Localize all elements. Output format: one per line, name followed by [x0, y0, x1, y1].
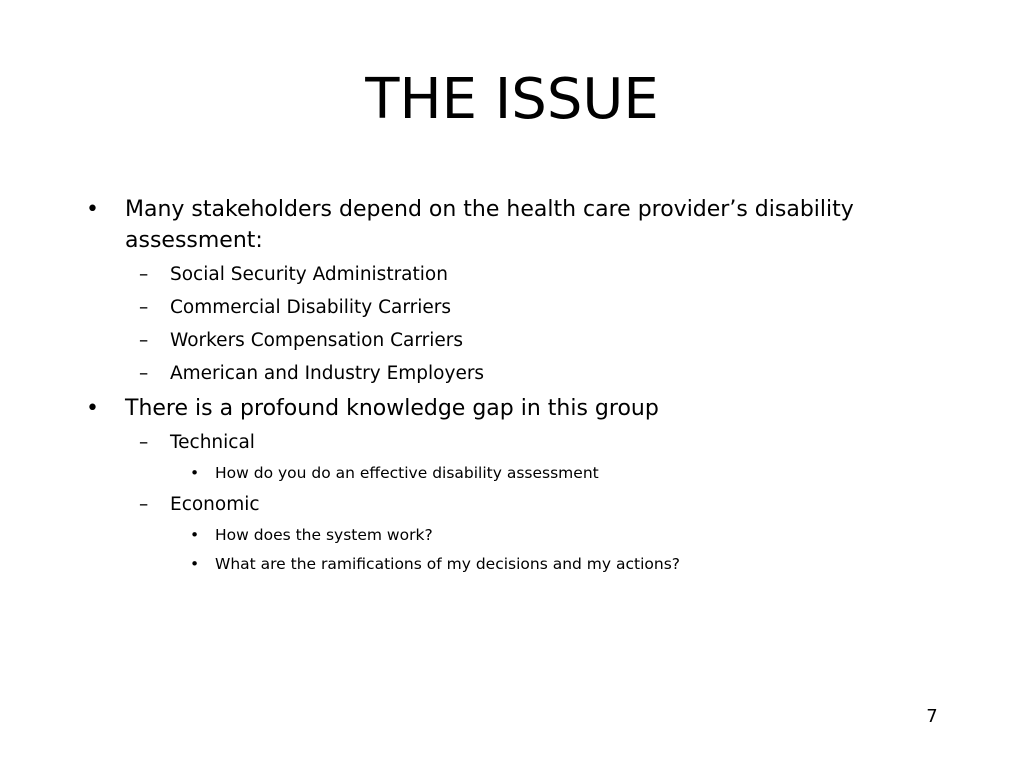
- sub-sub-bullet-assessment: [84, 462, 914, 485]
- sub-bullet-economic: [84, 491, 914, 518]
- bullet-text: Many stakeholders depend on the health care provider’s disability assessment:: [125, 197, 854, 253]
- sub-bullet-text: Technical: [170, 432, 255, 453]
- sub-sub-bullet-text: What are the ramifications of my decisions and my actions?: [215, 555, 681, 573]
- page-number: 7: [926, 706, 938, 727]
- sub-bullet-text: American and Industry Employers: [170, 363, 485, 384]
- dash-marker: –: [139, 297, 149, 318]
- bullet-marker: •: [190, 555, 200, 573]
- bullet-marker: •: [86, 197, 99, 222]
- dash-marker: –: [139, 264, 149, 285]
- sub-bullet-text: Social Security Administration: [170, 264, 448, 285]
- dash-marker: –: [139, 363, 149, 384]
- bullet-marker: •: [86, 396, 99, 421]
- sub-bullet-commercial: [84, 294, 914, 321]
- sub-bullet-ssa: [84, 261, 914, 288]
- sub-bullet-text: Workers Compensation Carriers: [170, 330, 464, 351]
- dash-marker: –: [139, 432, 149, 453]
- sub-bullet-text: Economic: [170, 494, 260, 515]
- slide-body: [84, 194, 914, 582]
- bullet-marker: •: [190, 464, 200, 482]
- sub-sub-bullet-ramifications: [84, 553, 914, 576]
- sub-sub-bullet-system: [84, 524, 914, 547]
- bullet-knowledge-gap: [84, 393, 914, 424]
- dash-marker: –: [139, 330, 149, 351]
- bullet-stakeholders: [84, 194, 914, 256]
- bullet-text: There is a profound knowledge gap in this group: [125, 396, 659, 421]
- slide-title: THE ISSUE: [365, 67, 659, 132]
- sub-bullet-employers: [84, 360, 914, 387]
- sub-sub-bullet-text: How do you do an effective disability assessment: [215, 464, 599, 482]
- sub-bullet-technical: [84, 429, 914, 456]
- sub-bullet-workers-comp: [84, 327, 914, 354]
- sub-bullet-text: Commercial Disability Carriers: [170, 297, 452, 318]
- bullet-marker: •: [190, 526, 200, 544]
- dash-marker: –: [139, 494, 149, 515]
- sub-sub-bullet-text: How does the system work?: [215, 526, 433, 544]
